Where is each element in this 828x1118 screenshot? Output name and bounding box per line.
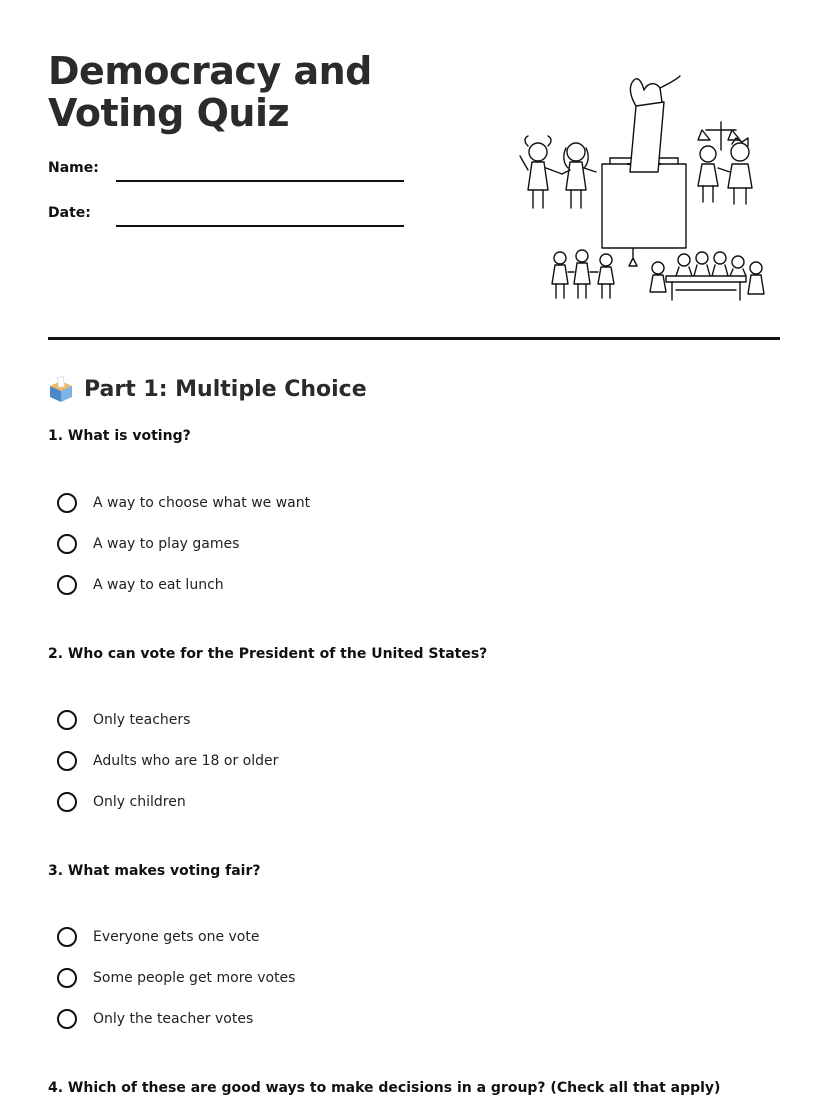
- option-label: Some people get more votes: [93, 970, 296, 986]
- radio-button[interactable]: [57, 710, 77, 730]
- option-item[interactable]: [57, 490, 310, 516]
- option-label: Adults who are 18 or older: [93, 753, 279, 769]
- option-label: A way to eat lunch: [93, 577, 224, 593]
- question-1: 1. What is voting?: [48, 428, 191, 444]
- question-3: 3. What makes voting fair?: [48, 863, 261, 879]
- ballot-paper: [630, 102, 664, 172]
- radio-button[interactable]: [57, 927, 77, 947]
- date-field-row: [48, 205, 408, 229]
- option-item[interactable]: [57, 531, 239, 557]
- name-field-row: [48, 160, 408, 184]
- option-label: A way to choose what we want: [93, 495, 311, 511]
- header-divider: [48, 337, 780, 340]
- option-item[interactable]: [57, 707, 190, 733]
- section-title: Part 1: Multiple Choice: [84, 376, 367, 402]
- option-label: A way to play games: [93, 536, 240, 552]
- option-item[interactable]: [57, 572, 224, 598]
- ballot-box: [602, 164, 686, 248]
- section-heading: [48, 372, 367, 406]
- option-label: Only the teacher votes: [93, 1011, 254, 1027]
- option-label: Everyone gets one vote: [93, 929, 260, 945]
- option-item[interactable]: [57, 965, 295, 991]
- option-label: Only teachers: [93, 712, 191, 728]
- question-2: 2. Who can vote for the President of the United States?: [48, 646, 488, 662]
- option-item[interactable]: [57, 924, 259, 950]
- option-item[interactable]: [57, 748, 278, 774]
- question-4: 4. Which of these are good ways to make decisions in a group? (Check all that apply): [48, 1080, 721, 1096]
- radio-button[interactable]: [57, 968, 77, 988]
- date-field[interactable]: [116, 225, 404, 227]
- radio-button[interactable]: [57, 575, 77, 595]
- option-item[interactable]: [57, 789, 186, 815]
- radio-button[interactable]: [57, 493, 77, 513]
- option-label: Only children: [93, 794, 186, 810]
- radio-button[interactable]: [57, 751, 77, 771]
- ballot-box-icon: [48, 375, 74, 403]
- page-title: Democracy and Voting Quiz: [48, 49, 372, 135]
- option-item[interactable]: [57, 1006, 253, 1032]
- name-label: Name:: [48, 160, 99, 176]
- radio-button[interactable]: [57, 1009, 77, 1029]
- date-label: Date:: [48, 205, 91, 221]
- voting-illustration: [516, 72, 766, 307]
- radio-button[interactable]: [57, 534, 77, 554]
- name-field[interactable]: [116, 180, 404, 182]
- radio-button[interactable]: [57, 792, 77, 812]
